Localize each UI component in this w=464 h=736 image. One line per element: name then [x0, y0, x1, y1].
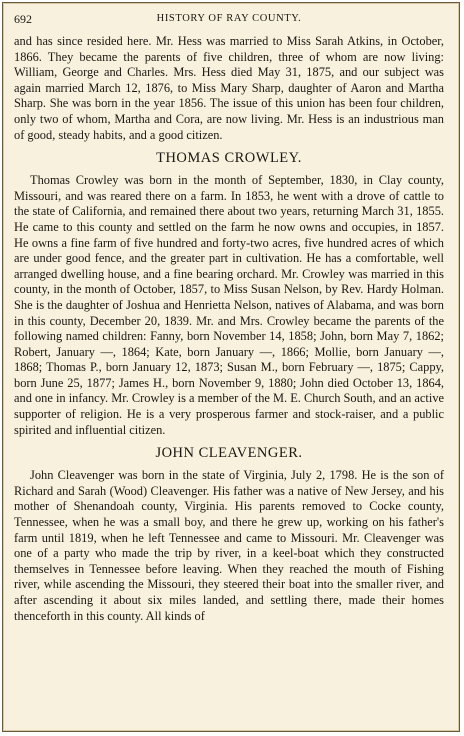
book-page	[14, 12, 444, 624]
biography-john-cleavenger: John Cleavenger was born in the state of Virginia, July 2, 1798. He is the son of Richard and Sarah (Wood) Cleavenger. His father was a native of New Jersey, and his mother of Shenandoah county, Virginia. His parents removed to Cocke county, Tennessee, when he was a small boy, and there he grew up, working on his father's farm until 1819, when he left Tennessee and came to Missouri. Mr. Cleavenger was one of a party who made the trip by river, in a keel-boat which they constructed themselves in Tennessee before leaving. When they reached the mouth of Fishing river, while ascending the Missouri, they steered their boat into the smaller river, and after ascending it about six miles landed, and settling there, made their homes thenceforth in this county. All kinds of	[14, 468, 444, 623]
continuation-paragraph: and has since resided here. Mr. Hess was married to Miss Sarah Atkins, in October, 1866. They became the parents of five children, three of whom are now living: William, George and Charles. Mrs. Hess died May 31, 1875, and our subject was again married March 12, 1876, to Miss Mary Sharp, daughter of Aaron and Martha Sharp. She was born in the year 1856. The issue of this union has been four children, only two of whom, Martha and Cora, are now living. Mr. Hess is an industrious man of good, steady habits, and a good citizen.	[14, 34, 444, 142]
running-head	[14, 12, 444, 32]
page-number: 692	[14, 12, 32, 26]
book-title: HISTORY OF RAY COUNTY.	[156, 13, 302, 24]
section-heading-thomas-crowley: THOMAS CROWLEY.	[156, 150, 302, 167]
section-heading-john-cleavenger: JOHN CLEAVENGER.	[155, 445, 303, 462]
biography-thomas-crowley: Thomas Crowley was born in the month of September, 1830, in Clay county, Missouri, and was reared there on a farm. In 1853, he went with a drove of cattle to the state of California, and remained there about two years, returning March 31, 1855. He came to this county and settled on the farm he now owns and occupies, in 1857. He owns a fine farm of five hundred and forty-two acres, five hundred acres of which are under good fence, and the greater part in cultivation. He has a comfortable, well arranged dwelling house, and a fine bearing orchard. Mr. Crowley was married in this county, in the month of October, 1857, to Miss Susan Nelson, by Rev. Hardy Holman. She is the daughter of Joshua and Henrietta Nelson, natives of Alabama, and was born in this county, December 20, 1839. Mr. and Mrs. Crowley became the parents of the following named children: Fanny, born November 14, 1858; John, born May 7, 1862; Robert, January —, 1864; Kate, born January —, 1866; Mollie, born January —, 1868; Thomas P., born January 12, 1873; Susan M., born February —, 1875; Cappy, born June 25, 1877; James H., born November 9, 1880; John died October 13, 1864, and one in infancy. Mr. Crowley is a member of the M. E. Church South, and an active supporter of religion. He is a very prosperous farmer and stock-raiser, and a public spirited and influential citizen.	[14, 173, 445, 437]
